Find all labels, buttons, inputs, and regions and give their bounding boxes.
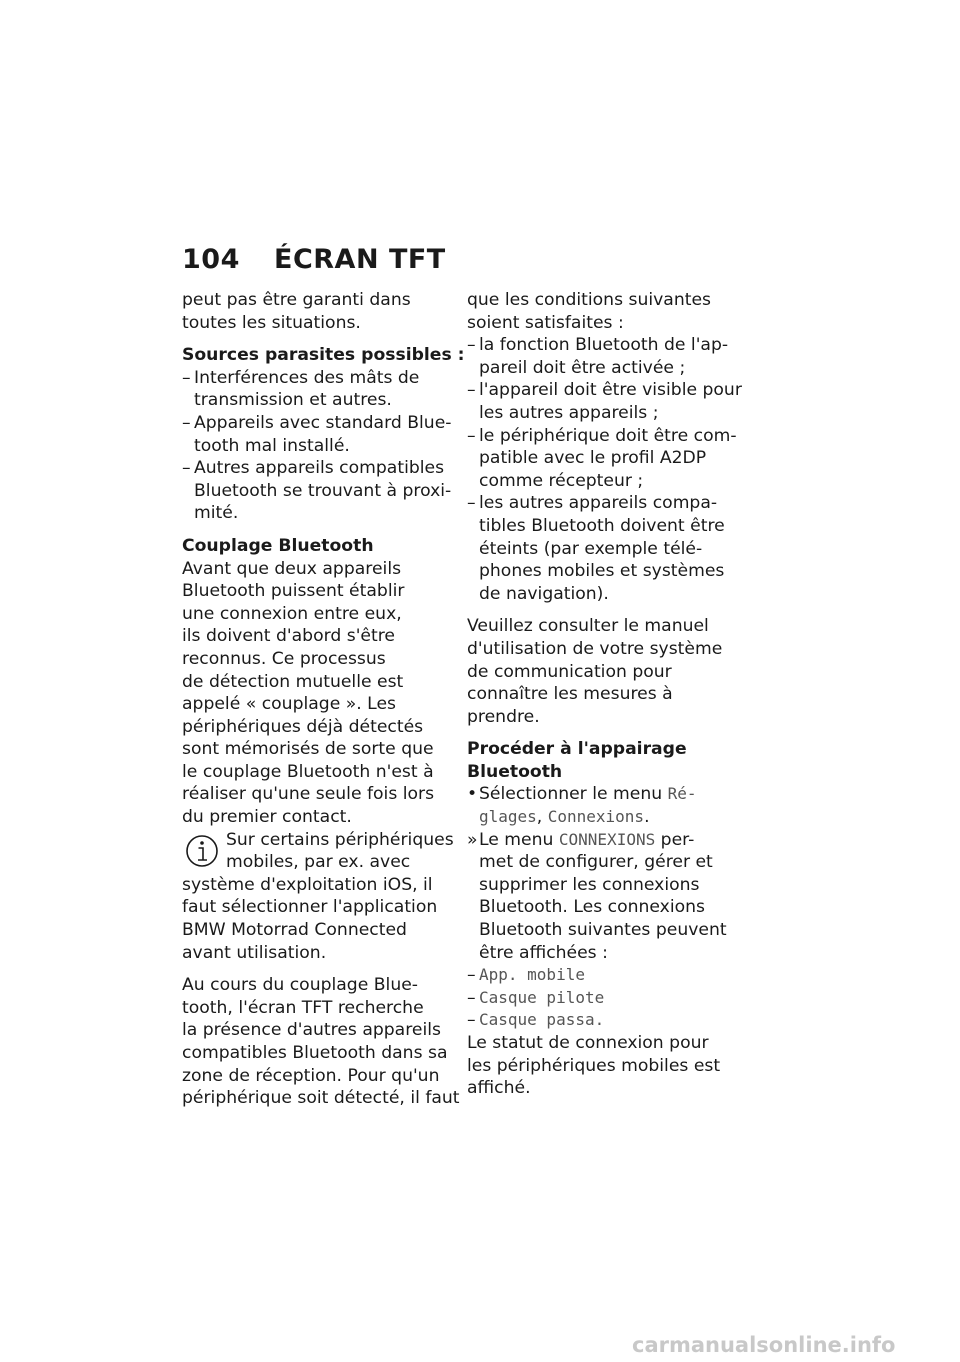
connection-label: App. mobile <box>479 965 585 985</box>
list-item <box>467 334 737 379</box>
menu-name-reglages: glages <box>479 807 537 827</box>
text-line: périphérique soit détecté, il faut <box>182 1088 460 1109</box>
text-line: comme récepteur ; <box>479 470 644 491</box>
text-line <box>479 806 737 829</box>
procedure-section <box>467 738 737 1100</box>
text-line: le périphérique doit être com- <box>479 425 737 446</box>
procedure-heading: Procéder à l'appairage <box>467 739 687 760</box>
text-line: supprimer les connexions <box>479 874 700 895</box>
watermark: carmanualsonline.info <box>632 1333 896 1357</box>
separator: , <box>536 807 548 828</box>
step-text: Sélectionner le menu <box>479 784 668 805</box>
page-number: 104 <box>182 244 240 275</box>
text-line: périphériques déjà détectés <box>182 716 424 737</box>
text-line: mité. <box>194 503 239 524</box>
text-line: sont mémorisés de sorte que <box>182 739 434 760</box>
couplage-section <box>182 535 454 964</box>
sources-section <box>182 344 465 525</box>
list-item <box>467 379 742 424</box>
text-line: Interférences des mâts de <box>194 367 420 388</box>
step-end: . <box>644 807 650 828</box>
text-line: réaliser qu'une seule fois lors <box>182 784 435 805</box>
text-line: que les conditions suivantes <box>467 290 711 310</box>
text-line: la fonction Bluetooth de l'ap- <box>479 335 729 356</box>
procedure-heading: Bluetooth <box>467 761 563 782</box>
au-cours-paragraph <box>182 974 460 1110</box>
text-line: ils doivent d'abord s'être <box>182 626 395 647</box>
text-line: toutes les situations. <box>182 312 361 333</box>
text-line: de détection mutuelle est <box>182 671 404 692</box>
sources-heading: Sources parasites possibles : <box>182 345 465 366</box>
text-line: met de configurer, gérer et <box>479 852 713 873</box>
result-marker: » <box>467 829 478 850</box>
text-line: appelé « couplage ». Les <box>182 694 396 715</box>
text-line: éteints (par exemple télé- <box>479 538 703 559</box>
text-line: transmission et autres. <box>194 390 392 411</box>
dash-marker: – <box>467 335 476 356</box>
text-line: Bluetooth. Les connexions <box>479 897 705 918</box>
text-line: Veuillez consulter le manuel <box>467 616 709 637</box>
text-line: compatibles Bluetooth dans sa <box>182 1043 448 1063</box>
connection-item <box>467 987 737 1010</box>
text-line: la présence d'autres appareils <box>182 1020 441 1041</box>
connection-item <box>467 964 737 987</box>
list-item <box>467 492 737 605</box>
text-line: Sur certains périphériques <box>226 829 454 850</box>
step-text: Le menu <box>479 829 559 850</box>
menu-name-connexions: CONNEXIONS <box>558 829 656 849</box>
dash-marker: – <box>182 367 191 388</box>
left-column <box>182 289 465 1120</box>
text-line: Appareils avec standard Blue- <box>194 412 452 433</box>
text-line <box>479 783 737 806</box>
dash-marker: – <box>467 425 476 446</box>
connection-label: Casque pilote <box>479 987 605 1007</box>
list-item <box>182 457 450 525</box>
conditions-section <box>467 289 742 605</box>
page-title: ÉCRAN TFT <box>274 244 446 275</box>
text-line: avant utilisation. <box>182 942 327 963</box>
text-line: pareil doit être activée ; <box>479 357 686 378</box>
info-note <box>182 829 454 965</box>
text-line: une connexion entre eux, <box>182 603 402 624</box>
dash-marker: – <box>467 1010 476 1031</box>
text-line: d'utilisation de votre système <box>467 638 723 659</box>
text-line: connaître les mesures à <box>467 684 673 705</box>
text-line: système d'exploitation iOS, il <box>182 874 433 895</box>
step-item <box>467 783 737 828</box>
text-line: soient satisfaites : <box>467 312 624 333</box>
text-line: patible avec le profil A2DP <box>479 448 707 469</box>
connection-label: Casque passa. <box>479 1010 605 1030</box>
dash-marker: – <box>467 380 476 401</box>
right-column <box>467 289 742 1100</box>
list-item <box>182 367 450 412</box>
text-line: Avant que deux appareils <box>182 558 402 579</box>
step-result <box>467 829 737 965</box>
text-line: Au cours du couplage Blue- <box>182 975 418 996</box>
connection-item <box>467 1009 737 1032</box>
text-line: BMW Motorrad Connected <box>182 920 407 941</box>
info-icon <box>182 831 222 871</box>
text-line: prendre. <box>467 706 540 727</box>
menu-name-reglages: Ré- <box>667 784 697 804</box>
dash-marker: – <box>182 412 191 433</box>
intro-paragraph <box>182 289 450 334</box>
text-line: Bluetooth puissent établir <box>182 581 405 602</box>
bullet-marker: • <box>467 784 478 805</box>
text-line <box>479 829 737 852</box>
text-line: de communication pour <box>467 661 672 682</box>
menu-name-connexions: Connexions <box>547 807 645 827</box>
text-line: reconnus. Ce processus <box>182 648 386 669</box>
list-item <box>467 425 737 493</box>
dash-marker: – <box>467 493 476 514</box>
text-line: du premier contact. <box>182 807 352 828</box>
text-line: Le statut de connexion pour <box>467 1033 709 1053</box>
page-header <box>182 244 446 275</box>
text-line: phones mobiles et systèmes <box>479 561 725 582</box>
text-line: tooth, l'écran TFT recherche <box>182 997 424 1018</box>
text-line: de navigation). <box>479 583 609 604</box>
step-text: per- <box>655 829 695 850</box>
text-line: faut sélectionner l'application <box>182 897 438 918</box>
text-line: le couplage Bluetooth n'est à <box>182 761 434 782</box>
text-line: tooth mal installé. <box>194 435 350 456</box>
text-line: l'appareil doit être visible pour <box>479 380 742 401</box>
dash-marker: – <box>467 965 476 986</box>
text-line: affiché. <box>467 1078 531 1099</box>
dash-marker: – <box>467 987 476 1008</box>
text-line: tibles Bluetooth doivent être <box>479 515 725 536</box>
text-line: mobiles, par ex. avec <box>226 852 411 873</box>
text-line: les autres appareils ; <box>479 402 659 423</box>
list-item <box>182 412 450 457</box>
text-line: Autres appareils compatibles <box>194 458 445 479</box>
text-line: être affichées : <box>479 942 608 963</box>
veuillez-paragraph <box>467 615 737 728</box>
text-line: Bluetooth se trouvant à proxi- <box>194 480 452 501</box>
text-line: peut pas être garanti dans <box>182 290 411 310</box>
dash-marker: – <box>182 458 191 479</box>
couplage-heading: Couplage Bluetooth <box>182 535 374 556</box>
text-line: Bluetooth suivantes peuvent <box>479 920 727 941</box>
text-line: les autres appareils compa- <box>479 493 718 514</box>
text-line: les périphériques mobiles est <box>467 1055 721 1076</box>
text-line: zone de réception. Pour qu'un <box>182 1065 440 1086</box>
